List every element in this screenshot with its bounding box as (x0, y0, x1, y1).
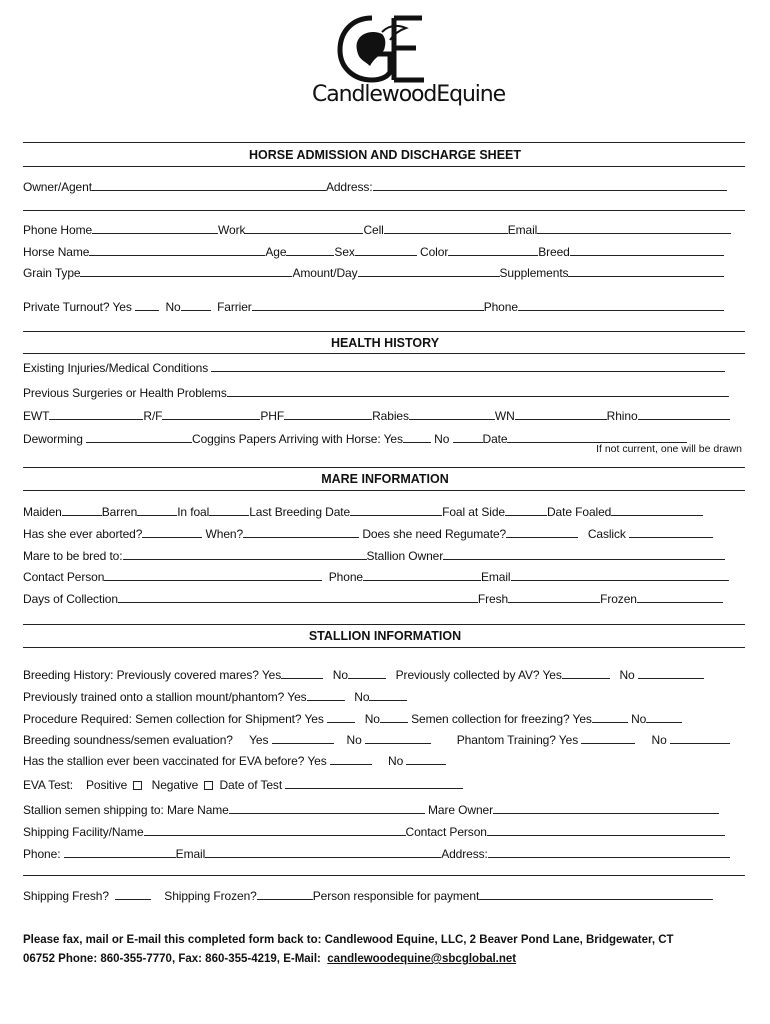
barren-field[interactable] (137, 505, 177, 516)
breeding-history-row (23, 668, 745, 682)
horse-head-logo-icon (330, 10, 440, 88)
turnout-row (23, 300, 745, 314)
divider (23, 166, 745, 167)
shipment-yes-field[interactable] (327, 712, 355, 723)
frozen-label: Frozen (600, 592, 637, 606)
deworming-label: Deworming (23, 432, 83, 446)
supplements-label: Supplements (499, 266, 569, 280)
form-title: HORSE ADMISSION AND DISCHARGE SHEET (248, 148, 521, 162)
eva-test-label: EVA Test: (23, 778, 74, 792)
in-foal-field[interactable] (209, 505, 249, 516)
shipment-no-field[interactable] (380, 712, 408, 723)
facility-row (23, 825, 745, 839)
mare-contact-row (23, 570, 745, 584)
divider (23, 467, 745, 468)
address-field[interactable] (373, 180, 727, 191)
cell-field[interactable] (384, 223, 508, 234)
mare-owner-label: Mare Owner (427, 803, 494, 817)
trained-no-label: No (354, 690, 370, 704)
eva-test-row (23, 778, 745, 792)
facility-field[interactable] (144, 825, 406, 836)
phone-home-label: Phone Home (23, 223, 93, 237)
when-label: When? (205, 527, 244, 541)
divider (23, 353, 745, 354)
maiden-label: Maiden (23, 505, 62, 519)
vaccinated-no-field[interactable] (406, 754, 446, 765)
age-label: Age (265, 245, 287, 259)
mare-status-row (23, 505, 745, 519)
facility-label: Shipping Facility/Name (23, 825, 144, 839)
date-foaled-label: Date Foaled (546, 505, 612, 519)
stallion-contact-field[interactable] (487, 825, 725, 836)
negative-checkbox[interactable] (204, 781, 213, 790)
health-heading: HEALTH HISTORY (330, 336, 440, 350)
footer-line-2 (23, 950, 753, 969)
vaccinated-no-label: No (388, 754, 404, 768)
coggins-label: Coggins Papers Arriving with Horse: Yes (192, 432, 403, 446)
owner-row (23, 180, 745, 194)
days-collection-field[interactable] (118, 592, 478, 603)
covered-yes-field[interactable] (281, 668, 323, 679)
coggins-note: If not current, one will be drawn (596, 443, 742, 455)
maiden-field[interactable] (62, 505, 102, 516)
rabies-field[interactable] (409, 409, 495, 420)
grain-type-label: Grain Type (23, 266, 81, 280)
address-label: Address: (325, 180, 373, 194)
divider (23, 624, 745, 625)
breeding-history-label: Breeding History: Previously covered mares? Yes (23, 668, 282, 682)
bred-to-field[interactable] (123, 549, 367, 560)
covered-no-field[interactable] (348, 668, 386, 679)
cell-label: Cell (363, 223, 384, 237)
feed-row (23, 266, 745, 280)
shipment-no-label: No (364, 712, 380, 726)
footer-contact: 06752 Phone: 860-355-7770, Fax: 860-355-4219, E-Mail: (23, 953, 321, 965)
phf-field[interactable] (284, 409, 372, 420)
coggins-no-label: No (434, 432, 450, 446)
color-label: Color (420, 245, 449, 259)
footer (23, 931, 753, 969)
trained-row (23, 690, 745, 704)
supplements-field[interactable] (568, 266, 724, 277)
stallion-address-field[interactable] (488, 847, 730, 858)
coggins-date-label: Date (482, 432, 508, 446)
soundness-yes-field[interactable] (272, 733, 334, 744)
procedure-label: Procedure Required: Semen collection for Shipment? Yes (23, 712, 324, 726)
freezing-yes-field[interactable] (592, 712, 628, 723)
caslick-field[interactable] (629, 527, 713, 538)
mare-contact-field[interactable] (104, 570, 322, 581)
wn-field[interactable] (515, 409, 607, 420)
mare-email-field[interactable] (511, 570, 729, 581)
mare-owner-field[interactable] (493, 803, 719, 814)
existing-row (23, 361, 745, 375)
phantom-no-label: No (651, 733, 667, 747)
breed-label: Breed (538, 245, 570, 259)
divider (23, 142, 745, 143)
ship-frozen-field[interactable] (257, 889, 313, 900)
work-field[interactable] (245, 223, 363, 234)
stallion-owner-label: Stallion Owner (366, 549, 444, 563)
horse-name-label: Horse Name (23, 245, 90, 259)
deworming-field[interactable] (86, 432, 192, 443)
when-field[interactable] (243, 527, 359, 538)
collection-row (23, 592, 745, 606)
barren-label: Barren (101, 505, 138, 519)
foal-at-side-field[interactable] (505, 505, 547, 516)
existing-field[interactable] (211, 361, 725, 372)
stallion-phone-field[interactable] (64, 847, 176, 858)
freezing-label: Semen collection for freezing? Yes (411, 712, 592, 726)
private-turnout-label: Private Turnout? Yes (23, 300, 132, 314)
shipping-row (23, 889, 745, 903)
brand-name: CandlewoodEquine (312, 82, 506, 107)
fresh-label: Fresh (477, 592, 509, 606)
vaccinated-yes-field[interactable] (330, 754, 372, 765)
stallion-heading: STALLION INFORMATION (308, 629, 462, 643)
phantom-yes-field[interactable] (581, 733, 635, 744)
date-of-test-field[interactable] (285, 778, 463, 789)
work-label: Work (218, 223, 246, 237)
amount-day-label: Amount/Day (292, 266, 358, 280)
rf-label: R/F (143, 409, 163, 423)
days-collection-label: Days of Collection (23, 592, 118, 606)
shipping-to-label: Stallion semen shipping to: Mare Name (23, 803, 229, 817)
ship-frozen-label: Shipping Frozen? (164, 889, 257, 903)
stallion-owner-field[interactable] (443, 549, 725, 560)
rhino-field[interactable] (638, 409, 730, 420)
previous-label: Previous Surgeries or Health Problems (23, 386, 227, 400)
farrier-phone-label: Phone (483, 300, 518, 314)
breed-field[interactable] (570, 245, 724, 256)
av-yes-field[interactable] (562, 668, 610, 679)
divider (23, 647, 745, 648)
regumate-field[interactable] (506, 527, 578, 538)
soundness-label: Breeding soundness/semen evaluation? (23, 733, 233, 747)
divider (23, 490, 745, 491)
stallion-phone-row (23, 847, 745, 861)
divider (23, 331, 745, 332)
phantom-label: Phantom Training? Yes (456, 733, 579, 747)
ewt-field[interactable] (49, 409, 143, 420)
farrier-phone-field[interactable] (518, 300, 724, 311)
date-of-test-label: Date of Test (219, 778, 283, 792)
aborted-field[interactable] (142, 527, 202, 538)
turnout-no-label: No (165, 300, 181, 314)
coggins-yes-field[interactable] (403, 432, 431, 443)
trained-no-field[interactable] (369, 690, 407, 701)
grain-type-field[interactable] (80, 266, 292, 277)
date-foaled-field[interactable] (611, 505, 703, 516)
stallion-address-label: Address: (441, 847, 488, 861)
bred-to-row (23, 549, 745, 563)
sex-label: Sex (334, 245, 355, 259)
av-no-field[interactable] (638, 668, 704, 679)
rabies-label: Rabies (372, 409, 409, 423)
mare-heading: MARE INFORMATION (321, 472, 449, 486)
stallion-contact-label: Contact Person (405, 825, 487, 839)
sex-field[interactable] (355, 245, 417, 256)
owner-agent-field[interactable] (92, 180, 326, 191)
soundness-row (23, 733, 745, 747)
shipping-to-row (23, 803, 745, 817)
collected-av-label: Previously collected by AV? Yes (395, 668, 562, 682)
address-line-2[interactable] (23, 210, 745, 211)
coggins-no-field[interactable] (453, 432, 483, 443)
responsible-label: Person responsible for payment (312, 889, 480, 903)
freezing-no-label: No (631, 712, 647, 726)
horse-name-field[interactable] (89, 245, 265, 256)
trained-yes-field[interactable] (307, 690, 345, 701)
positive-label: Positive (85, 778, 128, 792)
phone-row (23, 223, 745, 237)
trained-label: Previously trained onto a stallion mount/phantom? Yes (23, 690, 307, 704)
mare-email-label: Email (480, 570, 511, 584)
owner-agent-label: Owner/Agent (23, 180, 92, 194)
turnout-yes-field[interactable] (135, 300, 159, 311)
ship-fresh-label: Shipping Fresh? (23, 889, 109, 903)
farrier-label: Farrier (217, 300, 252, 314)
rhino-label: Rhino (606, 409, 638, 423)
stallion-email-label: Email (175, 847, 206, 861)
footer-line-1: Please fax, mail or E-mail this completed form back to: Candlewood Equine, LLC, 2 Beaver Pond Lane, Bridgewater, CT (23, 934, 674, 946)
age-field[interactable] (286, 245, 334, 256)
email-field[interactable] (537, 223, 731, 234)
fresh-field[interactable] (508, 592, 600, 603)
wn-label: WN (494, 409, 515, 423)
mare-phone-label: Phone (328, 570, 363, 584)
logo (0, 10, 770, 88)
caslick-label: Caslick (587, 527, 626, 541)
vaccinated-label: Has the stallion ever been vaccinated for EVA before? Yes (23, 754, 327, 768)
stallion-phone-label: Phone: (23, 847, 61, 861)
mare-phone-field[interactable] (363, 570, 481, 581)
amount-day-field[interactable] (358, 266, 500, 277)
address-line-2[interactable] (23, 875, 745, 876)
frozen-field[interactable] (637, 592, 723, 603)
color-field[interactable] (448, 245, 538, 256)
stallion-email-field[interactable] (205, 847, 441, 858)
covered-no-label: No (332, 668, 348, 682)
negative-label: Negative (151, 778, 199, 792)
vaccine-row (23, 409, 745, 423)
phone-home-field[interactable] (92, 223, 218, 234)
previous-field[interactable] (227, 386, 729, 397)
phantom-no-field[interactable] (670, 733, 730, 744)
in-foal-label: In foal (177, 505, 210, 519)
av-no-label: No (619, 668, 635, 682)
ewt-label: EWT (23, 409, 50, 423)
existing-label: Existing Injuries/Medical Conditions (23, 361, 209, 375)
ship-fresh-field[interactable] (115, 889, 151, 900)
freezing-no-field[interactable] (646, 712, 682, 723)
aborted-label: Has she ever aborted? (23, 527, 143, 541)
mare-name-field[interactable] (229, 803, 425, 814)
last-breeding-label: Last Breeding Date (249, 505, 351, 519)
foal-at-side-label: Foal at Side (442, 505, 505, 519)
vaccinated-row (23, 754, 745, 768)
turnout-no-field[interactable] (181, 300, 211, 311)
responsible-field[interactable] (479, 889, 713, 900)
procedure-row (23, 712, 745, 726)
aborted-row (23, 527, 745, 541)
horse-row (23, 245, 745, 259)
email-link[interactable]: candlewoodequine@sbcglobal.net (327, 953, 517, 965)
mare-contact-label: Contact Person (23, 570, 105, 584)
soundness-no-field[interactable] (365, 733, 431, 744)
coggins-date-field[interactable] (507, 432, 687, 443)
positive-checkbox[interactable] (133, 781, 142, 790)
regumate-label: Does she need Regumate? (362, 527, 507, 541)
farrier-field[interactable] (252, 300, 484, 311)
phf-label: PHF (260, 409, 285, 423)
previous-row (23, 386, 745, 400)
bred-to-label: Mare to be bred to: (23, 549, 123, 563)
rf-field[interactable] (162, 409, 260, 420)
soundness-yes-label: Yes (249, 733, 269, 747)
email-label: Email (507, 223, 538, 237)
soundness-no-label: No (346, 733, 362, 747)
last-breeding-field[interactable] (350, 505, 442, 516)
